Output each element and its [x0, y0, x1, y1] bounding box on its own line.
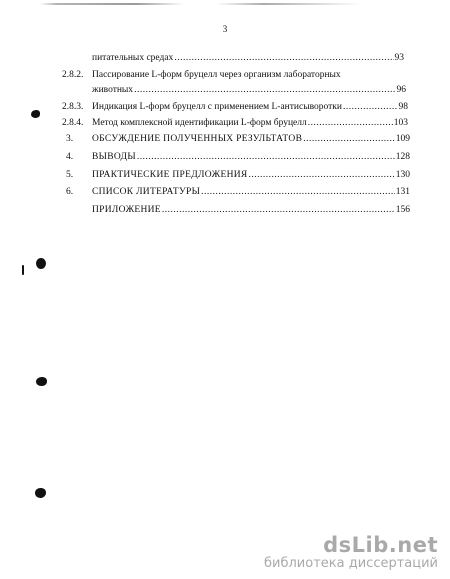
punch-hole-mark: [31, 110, 40, 118]
toc-entry-label: ОБСУЖДЕНИЕ ПОЛУЧЕННЫХ РЕЗУЛЬТАТОВ: [92, 134, 303, 144]
toc-entry-number: 5.: [66, 170, 74, 180]
watermark-brand: dsLib.net: [323, 533, 438, 557]
toc-leader-dots: [134, 84, 395, 97]
toc-entry-label: ВЫВОДЫ: [92, 152, 136, 162]
toc-leader-dots: [249, 169, 395, 182]
toc-entry-page: 128: [395, 152, 410, 162]
punch-hole-mark: [36, 258, 46, 269]
toc-entry-label: животных: [92, 85, 134, 95]
toc-entry: [92, 84, 406, 97]
toc-entry: [92, 151, 410, 164]
toc-leader-dots: [201, 186, 395, 199]
toc-entry: [92, 52, 404, 65]
toc-entry-label: СПИСОК ЛИТЕРАТУРЫ: [92, 187, 201, 197]
toc-entry-number: 2.8.2.: [62, 70, 84, 80]
toc-entry: [92, 101, 408, 114]
toc-entry-number: 4.: [66, 152, 74, 162]
toc-leader-dots: [174, 52, 393, 65]
toc-entry-label: Индикация L-форм бруцелл с применением L-антисыворотки: [92, 102, 343, 112]
toc-leader-dots: [162, 204, 395, 217]
toc-entry-page: 96: [396, 85, 406, 95]
toc-leader-dots: [343, 101, 397, 114]
toc-entry-page: 93: [394, 53, 404, 63]
toc-entry-page: 130: [395, 170, 410, 180]
scan-speck-mark: [22, 265, 24, 275]
dslib-watermark: [264, 534, 438, 571]
toc-entry-page: 109: [395, 134, 410, 144]
toc-entry-page: 98: [398, 102, 408, 112]
toc-entry-number: 6.: [66, 187, 74, 197]
toc-entry: [92, 204, 410, 217]
toc-entry-label: ПРАКТИЧЕСКИЕ ПРЕДЛОЖЕНИЯ: [92, 170, 248, 180]
watermark-subtitle: библиотека диссертаций: [264, 556, 438, 571]
toc-entry-label: Метод комплексной идентификации L-форм бруцелл: [92, 118, 307, 128]
toc-entry-number: 3.: [66, 134, 74, 144]
toc-entry: [92, 186, 410, 199]
page-number: 3: [222, 24, 228, 34]
toc-entry-label: питательных средах: [92, 53, 174, 63]
punch-hole-mark: [36, 377, 47, 386]
toc-leader-dots: [308, 117, 393, 130]
toc-entry: [92, 117, 408, 130]
toc-entry: [92, 169, 410, 182]
toc-entry-number: 2.8.4.: [62, 118, 84, 128]
toc-entry-page: 156: [395, 205, 410, 215]
toc-entry-label: ПРИЛОЖЕНИЕ: [92, 205, 161, 215]
toc-entry-number: 2.8.3.: [62, 102, 84, 112]
toc-entry-label-line1: Пассирование L-форм бруцелл через организм лабораторных: [92, 70, 341, 80]
toc-leader-dots: [137, 151, 395, 164]
toc-entry-page: 131: [395, 187, 410, 197]
toc-entry-page: 103: [393, 118, 408, 128]
toc-entry: [92, 133, 410, 146]
toc-leader-dots: [303, 133, 395, 146]
